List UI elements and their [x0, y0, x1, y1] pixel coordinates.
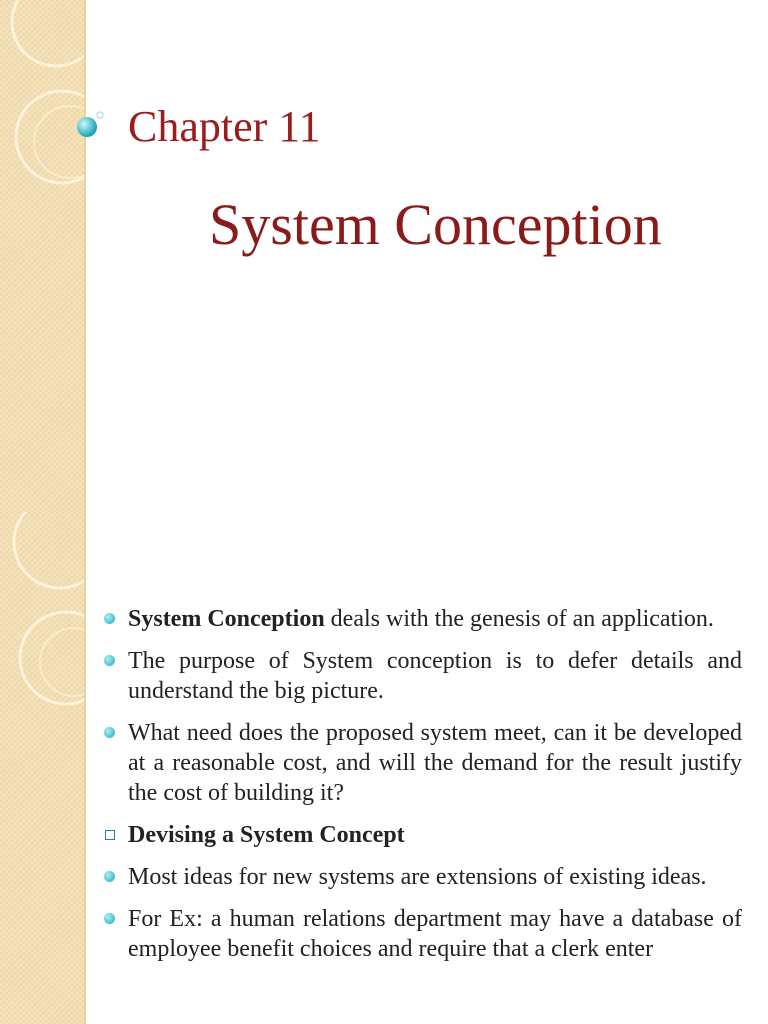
- bullet-icon: [104, 655, 115, 666]
- sidebar-divider: [84, 512, 86, 1024]
- section-heading: [102, 820, 742, 850]
- decorative-sidebar: [0, 0, 84, 512]
- list-item: [102, 718, 742, 808]
- ring-decoration-icon: [0, 0, 84, 512]
- list-item: [102, 604, 742, 634]
- list-item: [102, 904, 742, 964]
- sidebar-divider: [84, 0, 86, 512]
- bullet-icon: [104, 913, 115, 924]
- bullet-icon: [104, 613, 115, 624]
- bullet-icon: [104, 871, 115, 882]
- slide-title: Chapter 11: [128, 102, 321, 151]
- decorative-sidebar: [0, 512, 84, 1024]
- bubble-ornament-icon: [74, 110, 104, 140]
- ring-decoration-icon: [0, 512, 84, 1024]
- square-bullet-icon: [105, 830, 115, 840]
- item-text: Most ideas for new systems are extensions of existing ideas.: [128, 864, 707, 890]
- item-text: Devising a System Concept: [128, 822, 405, 848]
- item-bold: System Conception: [128, 606, 325, 632]
- item-text: What need does the proposed system meet, can it be developed at a reasonable cost, and will the demand for the result justify the cost of building it?: [128, 720, 742, 806]
- item-text: The purpose of System conception is to defer details and understand the big picture.: [128, 648, 742, 704]
- item-text: deals with the genesis of an application.: [324, 606, 714, 632]
- bullet-list: [102, 604, 742, 976]
- bullet-icon: [104, 727, 115, 738]
- item-text: For Ex: a human relations department may have a database of employee benefit choices and require that a clerk enter: [128, 906, 742, 962]
- slide-subtitle: System Conception: [209, 192, 662, 257]
- list-item: [102, 862, 742, 892]
- list-item: [102, 646, 742, 706]
